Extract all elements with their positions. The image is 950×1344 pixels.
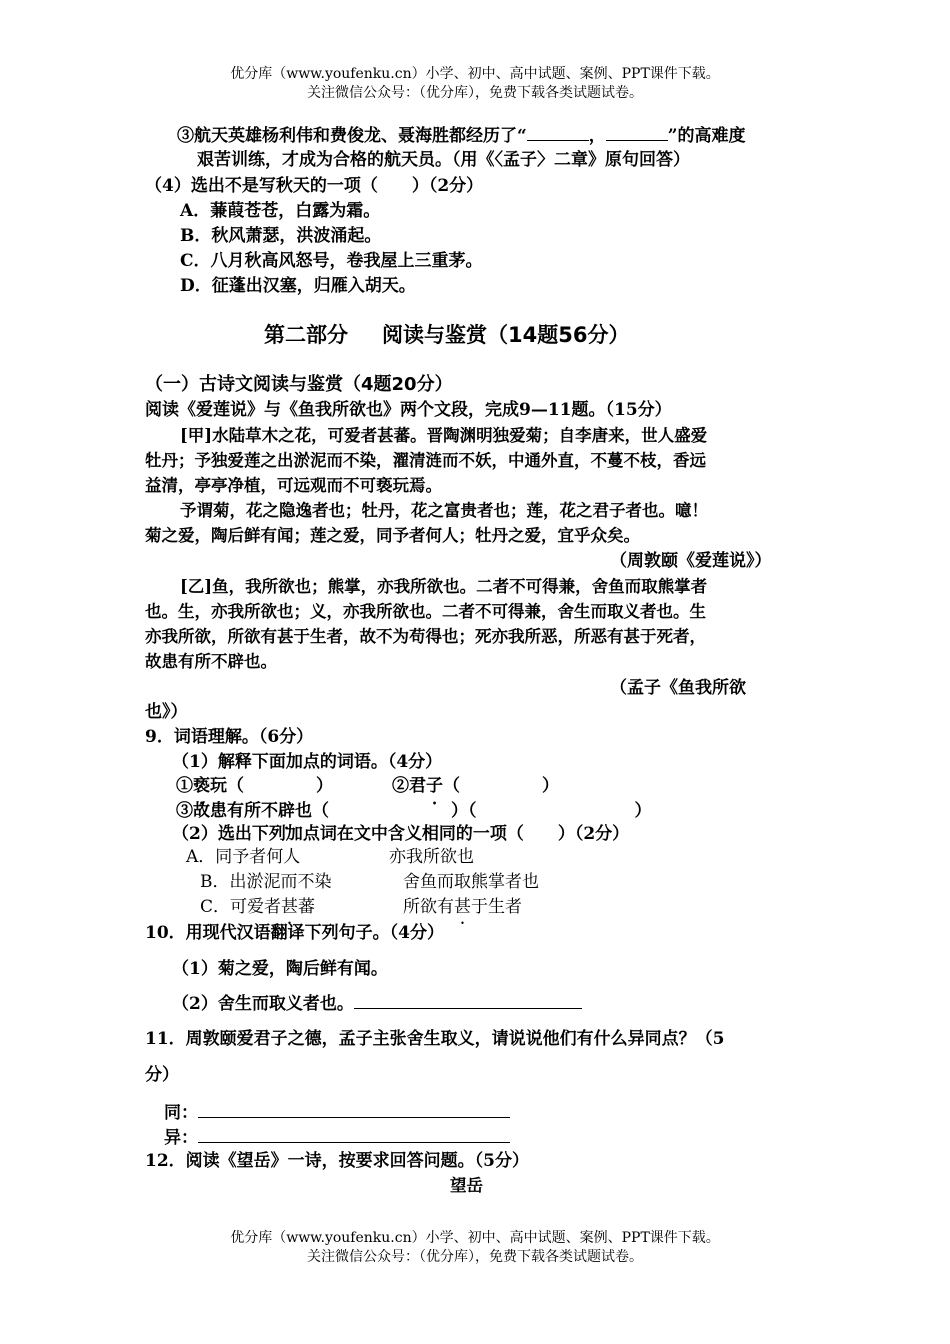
- footer-line-2: 关注微信公众号：（优分库），免费下载各类试题试卷。: [307, 1249, 643, 1265]
- passage-b-source-a: （孟子《鱼我所欲: [610, 678, 746, 698]
- q9-item-1-text: 玩（: [210, 776, 244, 796]
- q9-item-2-close: ）: [542, 776, 559, 796]
- passage-b-line-3: 亦我所欲，所欲有甚于生者，故不为苟得也；死亦我所恶，所恶有甚于死者，: [145, 627, 706, 646]
- q10-s2: [172, 992, 582, 1015]
- q12-stem: 12．阅读《望岳》一诗，按要求回答问题。（5分）: [145, 1151, 529, 1171]
- q9-opt-a-left: A．同予者何人: [186, 847, 301, 867]
- q9-opt-c-right: [403, 896, 522, 918]
- q11-same-answer-line[interactable]: [198, 1101, 510, 1118]
- q9-opt-a-right: 亦我所欲也: [389, 847, 474, 867]
- q11-diff-answer-line[interactable]: [198, 1126, 510, 1143]
- q9-item-1-close: ）: [316, 776, 333, 796]
- passage-a-line-1: [甲]水陆草木之花，可爱者甚蕃。晋陶渊明独爱菊；自李唐来，世人盛爱: [180, 426, 708, 445]
- q9-item-3-text: 故患有所不: [193, 801, 278, 821]
- q9-opt-c-right-text: 所欲有: [403, 897, 454, 917]
- q9-item-3-dotted: 辟: [278, 801, 295, 821]
- q9-opt-b-left: B．出淤泥而不染: [200, 872, 332, 892]
- q3-item3-mid: ，: [588, 126, 606, 146]
- q9-item-3-open: 也（: [295, 801, 329, 821]
- q10-stem: 10．用现代汉语翻译下列句子。（4分）: [145, 923, 444, 943]
- section1-intro: 阅读《爱莲说》与《鱼我所欲也》两个文段，完成9—11题。（15分）: [145, 400, 672, 420]
- q9-opt-c-left: [200, 896, 315, 918]
- poem-title: 望岳: [450, 1176, 483, 1195]
- q11-diff-label: 异：: [164, 1128, 198, 1148]
- q4-option-d: D．征蓬出汉塞，归雁入胡天。: [180, 276, 416, 296]
- q9-opt-c-left-dotted: 甚: [281, 897, 299, 917]
- q4-option-b: B．秋风萧瑟，洪波涌起。: [180, 226, 382, 246]
- part2-title-b: 阅读与鉴赏（14题56分）: [382, 323, 630, 347]
- footer-line-1: 优分库（www.youfenku.cn）小学、初中、高中试题、案例、PPT课件下载。: [230, 1230, 720, 1246]
- q9-opt-c-left-text: C．可爱者: [200, 897, 282, 917]
- q9-item-2: [392, 775, 559, 797]
- header-line-2: 关注微信公众号：（优分库），免费下载各类试题试卷。: [307, 85, 643, 101]
- q11-same-label: 同：: [164, 1103, 198, 1123]
- q4-stem: （4）选出不是写秋天的一项（ ）（2分）: [145, 176, 484, 196]
- q9-opt-c-right-end: 于生者: [471, 897, 522, 917]
- q3-item3-pre: ③航天英雄杨利伟和费俊龙、聂海胜都经历了“: [177, 126, 527, 146]
- passage-a-line-3: 益清，亭亭净植，可远观而不可亵玩焉。: [145, 476, 442, 495]
- q9-opt-c-right-dotted: 甚: [454, 897, 471, 917]
- q3-item3-line2: 艰苦训练，才成为合格的航天员。（用《〈孟子〉二章》原句回答）: [197, 150, 690, 170]
- q9-item-1: [176, 775, 333, 797]
- passage-b-line-4: 故患有所不辟也。: [145, 652, 277, 671]
- passage-a-source: （周敦颐《爱莲说》）: [610, 551, 772, 571]
- passage-b-line-2: 也。生，亦我所欲也；义，亦我所欲也。二者不可得兼，舍生而取义者也。生: [145, 602, 706, 621]
- q9-item-3-num: ③: [176, 801, 193, 821]
- passage-b-source-b: 也》）: [145, 702, 188, 722]
- q11-diff: [164, 1126, 510, 1149]
- q9-opt-b-right: 舍鱼而取熊掌者也: [403, 872, 539, 892]
- q10-answer-line[interactable]: [354, 992, 582, 1009]
- q11-same: [164, 1101, 510, 1124]
- answer-blank-2[interactable]: [606, 124, 668, 141]
- passage-b-line-1: [乙]鱼，我所欲也；熊掌，亦我所欲也。二者不可得兼，舍鱼而取熊掌者: [180, 577, 708, 596]
- q9-opt-c-left-end: 蕃: [298, 897, 316, 917]
- q9-item-1-dotted: 亵: [193, 776, 210, 796]
- passage-a-line-4: 予谓菊，花之隐逸者也；牡丹，花之富贵者也；莲，花之君子者也。噫！: [180, 501, 708, 520]
- passage-a-line-5: 菊之爱，陶后鲜有闻；莲之爱，同予者何人；牡丹之爱，宜乎众矣。: [145, 526, 640, 545]
- q4-option-c: C．八月秋高风怒号，卷我屋上三重茅。: [180, 251, 483, 271]
- q10-s2-text: （2）舍生而取义者也。: [172, 994, 354, 1014]
- q10-s1: （1）菊之爱，陶后鲜有闻。: [172, 959, 388, 979]
- q9-item-2-num: ②: [392, 776, 409, 796]
- q9-item-3: [176, 800, 652, 822]
- q4-option-a: A．蒹葭苍苍，白露为霜。: [180, 201, 381, 221]
- q9-item-2-dotted: 子: [426, 776, 443, 796]
- part2-title: [264, 321, 629, 349]
- q11-stem-end: 分）: [145, 1065, 179, 1085]
- q3-item3-post: ”的高难度: [667, 126, 746, 146]
- answer-blank-1[interactable]: [527, 124, 589, 141]
- part2-title-a: 第二部分: [264, 323, 348, 347]
- q9-sub1: （1）解释下面加点的词语。（4分）: [172, 752, 443, 772]
- header-line-1: 优分库（www.youfenku.cn）小学、初中、高中试题、案例、PPT课件下载。: [230, 66, 720, 82]
- q9-stem: 9．词语理解。（6分）: [145, 727, 314, 747]
- q9-item-1-num: ①: [176, 776, 193, 796]
- passage-a-line-2: 牡丹；予独爱莲之出淤泥而不染，濯清涟而不妖，中通外直，不蔓不枝，香远: [145, 451, 706, 470]
- q9-sub2: （2）选出下列加点词在文中含义相同的一项（ ）（2分）: [172, 824, 630, 844]
- section1-title: （一）古诗文阅读与鉴赏（4题20分）: [145, 374, 453, 395]
- q9-item-3-close: ）: [634, 801, 652, 821]
- q9-item-2-open: （: [443, 776, 460, 796]
- q9-item-3-mid: ）（: [451, 801, 477, 821]
- q11-stem: 11．周敦颐爱君子之德，孟子主张舍生取义，请说说他们有什么异同点？（5: [145, 1029, 725, 1049]
- q9-item-2-text: 君: [409, 776, 426, 796]
- q3-item3-line1: [177, 124, 746, 147]
